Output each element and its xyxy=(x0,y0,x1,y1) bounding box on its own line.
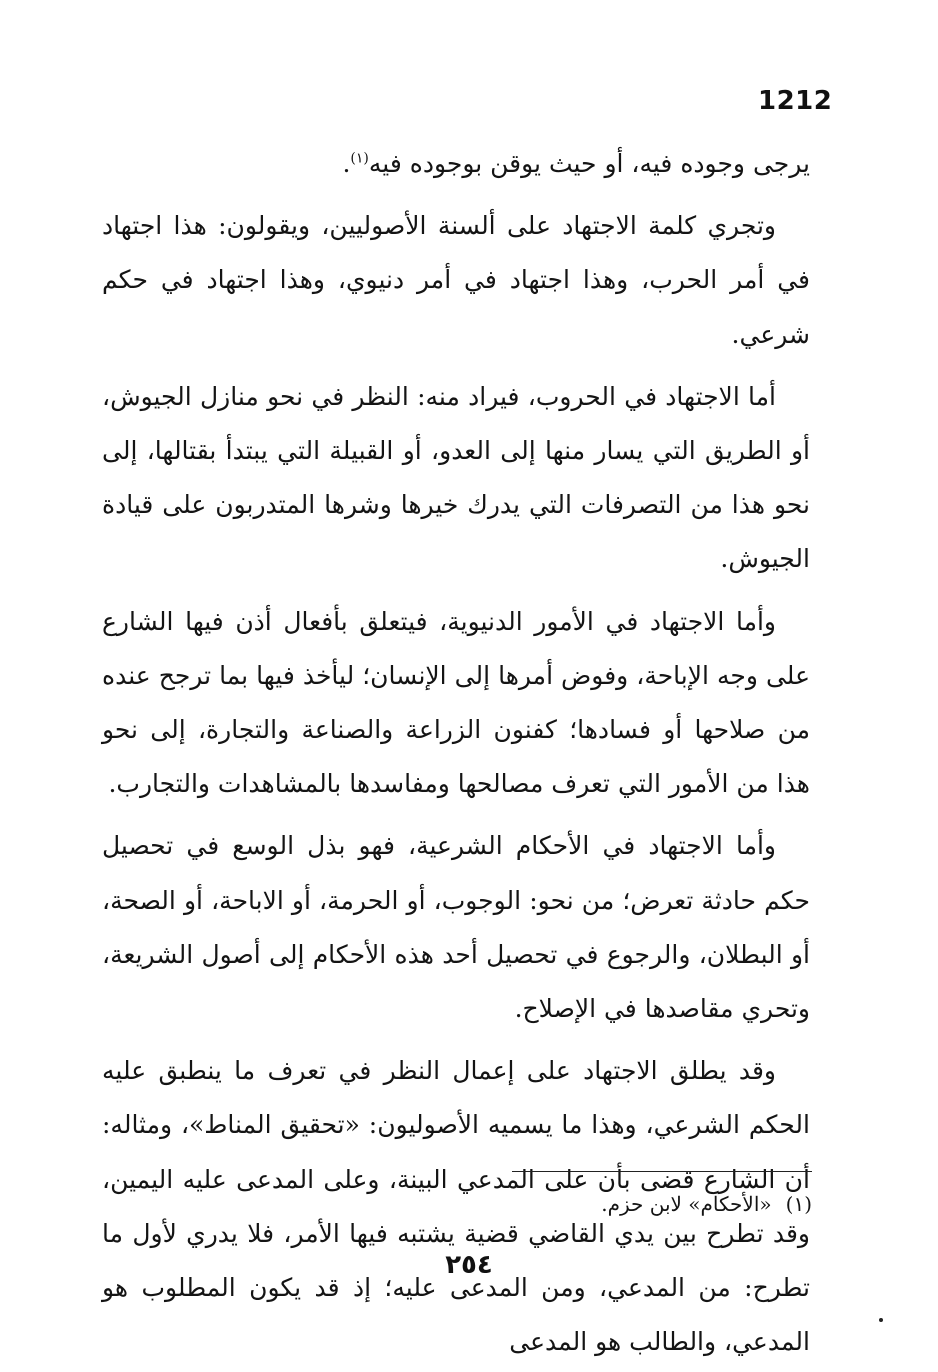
main-text xyxy=(102,137,810,1369)
paragraph-ijtihad-sharia: وأما الاجتهاد في الأحكام الشرعية، فهو بذل الوسع في تحصيل حكم حادثة تعرض؛ من نحو: الوجوب، أو الحرمة، أو الاباحة، أو الصحة، أو البطلان، والرجوع في تحصيل أحد هذه الأحكام إلى أصول الشريعة، وتحري مقاصدها في الإصلاح. xyxy=(102,831,810,1024)
footnote-number: (١) xyxy=(785,1192,812,1216)
footnote xyxy=(400,1188,812,1220)
page-reference-number: 1212 xyxy=(758,86,833,116)
paragraph-continuation xyxy=(102,137,810,191)
page-number: ٢٥٤ xyxy=(445,1250,493,1280)
paragraph-ijtihad-usage: وتجري كلمة الاجتهاد على ألسنة الأصوليين، ويقولون: هذا اجتهاد في أمر الحرب، وهذا اجتهاد في أمر دنيوي، وهذا اجتهاد في حكم شرعي. xyxy=(102,211,810,349)
footnote-text: «الأحكام» لابن حزم. xyxy=(601,1192,772,1216)
paragraph-ijtihad-worldly: وأما الاجتهاد في الأمور الدنيوية، فيتعلق بأفعال أذن فيها الشارع على وجه الإباحة، وفوض أمرها إلى الإنسان؛ ليأخذ فيها بما ترجح عنده من صلاحها أو فسادها؛ كفنون الزراعة والصناعة والتجارة، إلى نحو هذا من الأمور التي تعرف مصالحها ومفاسدها بالمشاهدات والتجارب. xyxy=(102,606,810,799)
scan-speck xyxy=(879,1318,883,1322)
paragraph-ijtihad-wars: أما الاجتهاد في الحروب، فيراد منه: النظر في نحو منازل الجيوش، أو الطريق التي يسار منها إلى العدو، أو القبيلة التي يبتدأ بقتالها، إلى نحو هذا من التصرفات التي يدرك خيرها وشرها المتدربون على قيادة الجيوش. xyxy=(102,381,810,574)
paragraph-tahqiq-al-manat: وقد يطلق الاجتهاد على إعمال النظر في تعرف ما ينطبق عليه الحكم الشرعي، وهذا ما يسميه الأصوليون: «تحقيق المناط»، ومثاله: أن الشارع قضى بأن على المدعي البينة، وعلى المدعى عليه اليمين، وقد تطرح بين يدي القاضي قضية يشتبه فيها الأمر، فلا يدري لأول ما تطرح: من المدعي، ومن المدعى عليه؛ إذ قد يكون المطلوب هو المدعي، والطالب هو المدعى xyxy=(102,1056,810,1357)
paragraph-end-mark: . xyxy=(342,149,351,178)
footnote-separator xyxy=(512,1171,812,1172)
footnote-reference: (١) xyxy=(350,150,369,167)
paragraph-text: يرجى وجوده فيه، أو حيث يوقن بوجوده فيه xyxy=(368,149,810,178)
